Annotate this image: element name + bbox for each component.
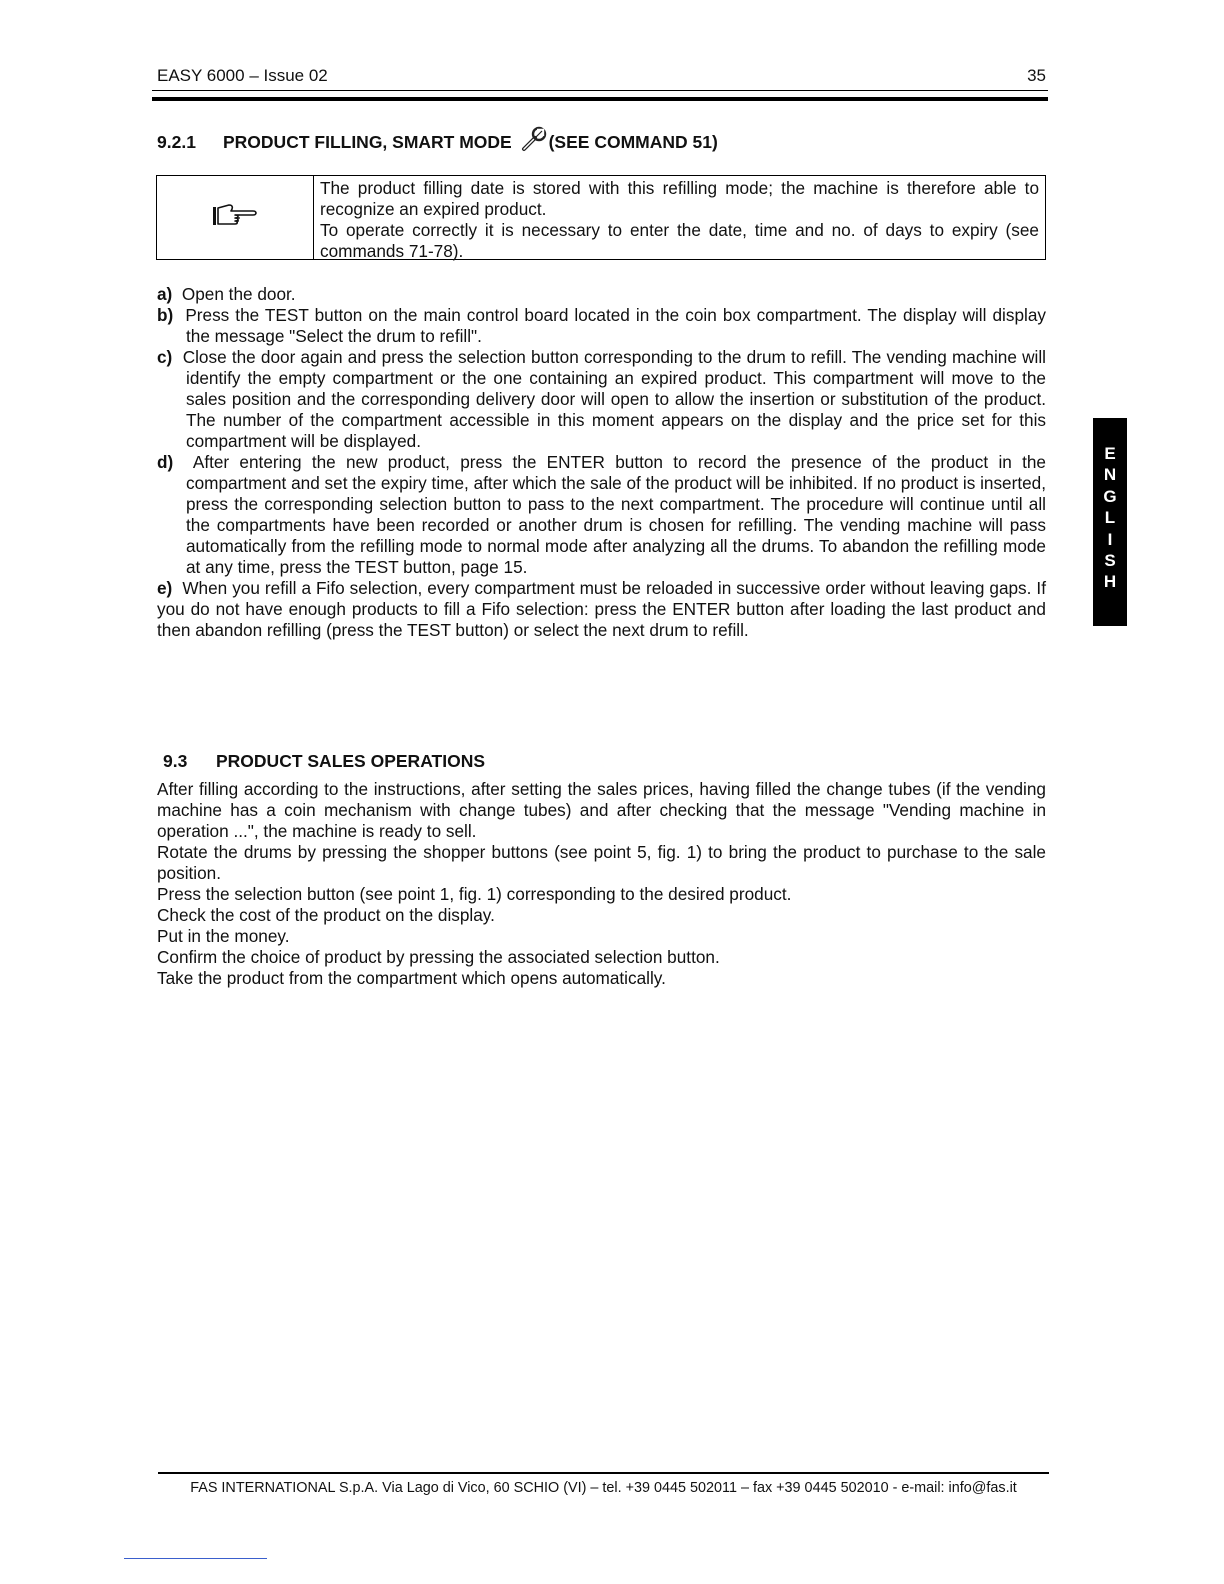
step-b [157,305,1046,347]
language-tab [1093,418,1127,626]
step-text: Open the door. [181,284,296,304]
step-label: e) [157,578,173,598]
language-letter: S [1104,551,1116,571]
step-text: When you refill a Fifo selection, every compartment must be reloaded in successive order without leaving gaps. If you do not have enough products to fill a Fifo selection: press the ENTER button after loading the last product and then abandon refilling (press the TEST button) or select the next drum to refill. [157,578,1046,640]
section-921-command-ref: (SEE COMMAND 51) [548,132,718,152]
step-e [157,578,1046,641]
language-letter: H [1103,572,1117,592]
pointing-hand-icon [211,202,259,233]
sales-paragraph: Rotate the drums by pressing the shopper buttons (see point 5, fig. 1) to bring the product to purchase to the sale position. [157,842,1046,883]
sales-paragraph: Check the cost of the product on the display. [157,905,495,925]
step-label: c) [157,347,173,367]
note-icon-cell [157,176,314,259]
sales-paragraph: Press the selection button (see point 1, fig. 1) corresponding to the desired product. [157,884,792,904]
note-line-1: The product filling date is stored with this refilling mode; the machine is therefore able to recognize an expired product. [320,178,1039,219]
step-text: Press the TEST button on the main control board located in the coin box compartment. The display will display the message "Select the drum to refill". [185,305,1046,346]
section-921-heading [157,126,718,153]
wrench-icon [521,126,547,152]
step-label: d) [157,452,174,472]
header-rule-thin [152,90,1048,91]
step-d [157,452,1046,578]
language-letter: I [1107,529,1113,549]
sales-paragraph: Take the product from the compartment which opens automatically. [157,968,666,988]
procedure-steps [157,284,1046,641]
footer-rule [158,1472,1049,1474]
step-text: After entering the new product, press the ENTER button to record the presence of the product in the compartment and set the expiry time, after which the sale of the product will be inhibited. If no product is inserted, press the corresponding selection button to pass to the next compartment. The procedure will continue until all the compartments have been recorded or another drum is chosen for refilling. The vending machine will pass automatically from the refilling mode to normal mode after analyzing all the drums. To abandon the refilling mode at any time, press the TEST button, page 15. [186,452,1046,577]
note-box [156,175,1046,260]
sales-paragraph: Put in the money. [157,926,290,946]
header-rule-thick [152,97,1048,101]
section-921-title: PRODUCT FILLING, SMART MODE [223,132,512,152]
step-label: a) [157,284,173,304]
section-93-number: 9.3 [163,751,188,771]
language-letter: E [1104,444,1116,463]
step-text: Close the door again and press the selection button corresponding to the drum to refill. The vending machine will identify the empty compartment or the one containing an expired product. This compartment will move to the sales position and the corresponding delivery door will open to allow the insertion or substitution of the product. The number of the compartment accessible in this moment appears on the display and the price set for this compartment will be displayed. [182,347,1046,451]
note-line-2: To operate correctly it is necessary to enter the date, time and no. of days to expiry (see commands 71-78). [320,220,1039,261]
document-title: EASY 6000 – Issue 02 [157,66,328,85]
footer-address: FAS INTERNATIONAL S.p.A. Via Lago di Vico, 60 SCHIO (VI) – tel. +39 0445 502011 – fax +39 0445 502010 - e-mail: info@fas.it [190,1480,1017,1496]
section-93-title: PRODUCT SALES OPERATIONS [216,751,486,771]
section-93-heading [163,751,485,772]
link-underline [124,1558,267,1559]
step-label: b) [157,305,174,325]
sales-instructions [157,779,1046,989]
step-c [157,347,1046,452]
note-text [314,176,1045,259]
sales-paragraph: After filling according to the instructions, after setting the sales prices, having filled the change tubes (if the vending machine has a coin mechanism with change tubes) and after checking that the message "Vending machine in operation ...", the machine is ready to sell. [157,779,1046,841]
sales-paragraph: Confirm the choice of product by pressing the associated selection button. [157,947,720,967]
language-letter: L [1104,508,1116,528]
step-a [157,284,1046,305]
section-921-number: 9.2.1 [157,132,196,152]
page-number: 35 [1027,66,1046,85]
language-letter: G [1103,486,1117,506]
language-letter: N [1103,465,1117,485]
